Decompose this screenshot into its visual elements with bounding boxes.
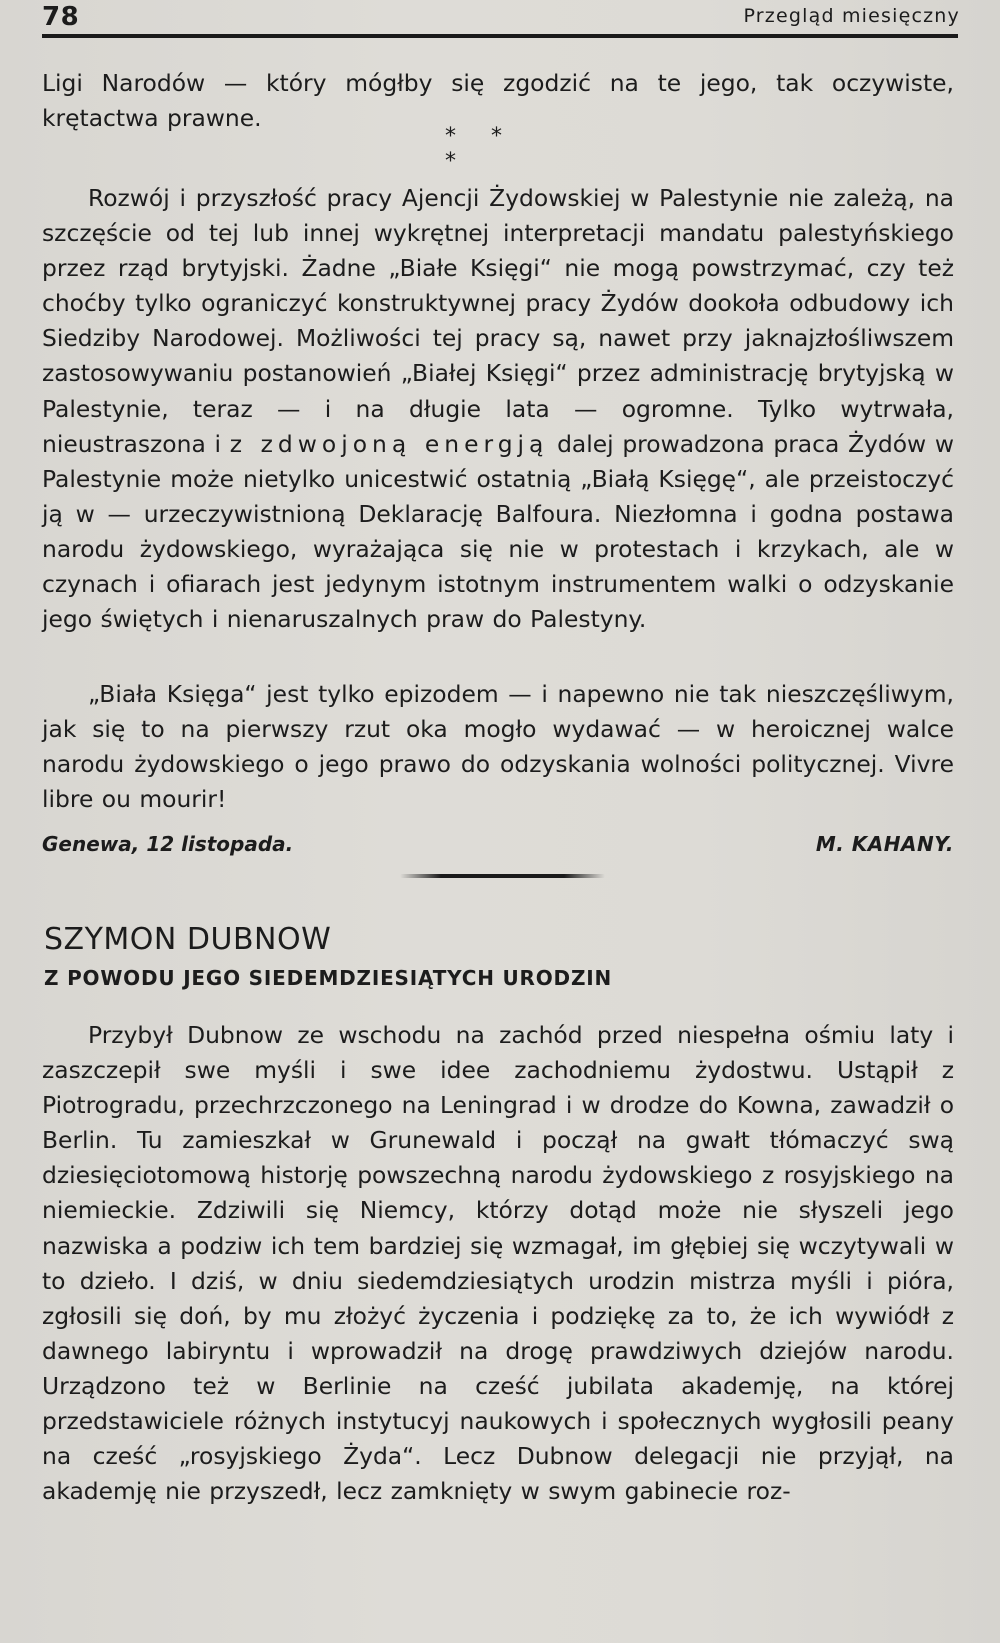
article-subtitle: Z POWODU JEGO SIEDEMDZIESIĄTYCH URODZIN xyxy=(44,966,613,990)
paragraph-2-text: „Biała Księga“ jest tylko epizodem — i napewno nie tak nieszczęśliwym, jak się to na pierwszy rzut oka mogło wydawać — w heroicznej walce narodu żydowskiego o jego prawo do odzyskania wolności politycznej. Vivre libre ou mourir! xyxy=(42,680,954,814)
page-number: 78 xyxy=(42,2,80,32)
signature-row xyxy=(42,832,954,862)
place-date: Genewa, 12 listopada. xyxy=(42,832,294,856)
author-signature: M. KAHANY. xyxy=(815,832,954,856)
paragraph-1-emphasis: z zdwojoną energją xyxy=(229,429,549,458)
article-title: SZYMON DUBNOW xyxy=(44,922,332,957)
paragraph-1 xyxy=(42,181,954,637)
running-title: Przegląd miesięczny xyxy=(743,5,960,27)
article-2-paragraph xyxy=(42,1018,954,1509)
separator-text: * * * xyxy=(445,124,516,174)
section-separator xyxy=(445,124,555,174)
continuation-paragraph: Ligi Narodów — który mógłby się zgodzić na te jego, tak oczywiste, krętactwa prawne. xyxy=(42,69,954,133)
article-2-text: Przybył Dubnow ze wschodu na zachód przed niespełna ośmiu laty i zaszczepił swe myśli i swe idee zachodniemu żydostwu. Ustąpił z Piotrogradu, przechrzczonego na Leningrad i w drodze do Kowna, zawadził o Berlin. Tu zamieszkał w Grunewald i począł na gwałt tłómaczyć swą dziesięciotomową historję powszechną narodu żydowskiego z rosyjskiego na niemieckie. Zdziwili się Niemcy, którzy dotąd może nie słyszeli jego nazwiska a podziw ich tem bardziej się wzmagał, im głębiej się wczytywali w to dzieło. I dziś, w dniu siedemdziesiątych urodzin mistrza myśli i pióra, zgłosili się doń, by mu złożyć życzenia i podziękę za to, że ich wywiódł z dawnego labiryntu i wprowadził na drogę prawdziwych dziejów narodu. Urządzono też w Berlinie na cześć jubilata akademję, na której przedstawiciele różnych instytucyj naukowych i społecznych wygłosili peany na cześć „rosyjskiego Żyda“. Lecz Dubnow delegacji nie przyjął, na akademję nie przyszedł, lecz zamknięty w swym gabinecie roz- xyxy=(42,1021,954,1506)
paragraph-2 xyxy=(42,677,954,817)
paragraph-1-text-a: Rozwój i przyszłość pracy Ajencji Żydowskiej w Palestynie nie zależą, na szczęście od tej lub innej wykrętnej interpretacji mandatu palestyńskiego przez rząd brytyjski. Żadne „Białe Księgi“ nie mogą powstrzymać, czy też choćby tylko ograniczyć konstruktywnej pracy Żydów dookoła odbudowy ich Siedziby Narodowej. Możliwości tej pracy są, nawet przy jaknajzłośliwszem zastosowywaniu postanowień „Białej Księgi“ przez administrację brytyjską w Palestynie, teraz — i na długie lata — ogromne. Tylko wytrwała, nieustraszona i xyxy=(42,184,954,458)
page-header xyxy=(42,0,960,36)
paragraph-1-text-b: dalej prowadzona praca Żydów w Palestynie może nietylko unicestwić ostatnią „Białą Księgę“, ale przeistoczyć ją w — urzeczywistnioną Deklarację Balfoura. Niezłomna i godna postawa narodu żydowskiego, wyrażająca się nie w protestach i krzykach, ale w czynach i ofiarach jest jedynym istotnym instrumentem walki o odzyskanie jego świętych i nienaruszalnych praw do Palestyny. xyxy=(42,429,955,634)
article-divider xyxy=(400,874,605,878)
header-rule xyxy=(42,34,958,38)
